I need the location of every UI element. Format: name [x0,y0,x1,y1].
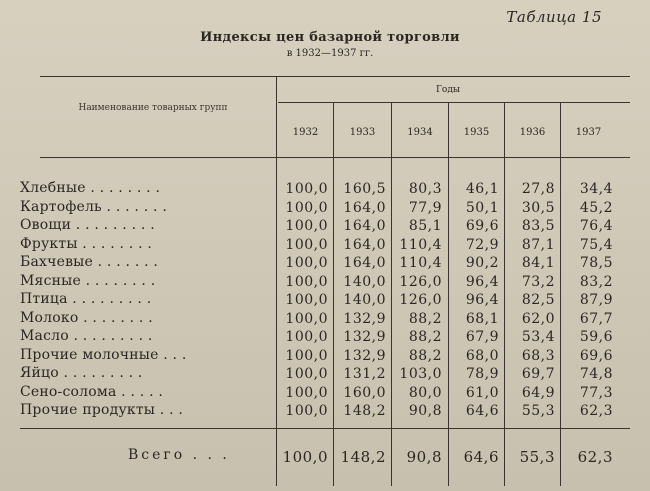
table-cell: 164,0 [343,218,386,234]
row-label: Овощи . . . . . . . . . [20,217,155,233]
table-cell: 67,7 [579,310,613,327]
table-cell: 164,0 [343,255,386,271]
table-cell: 100,0 [285,384,328,401]
table-cell: 69,6 [465,218,499,234]
table-cell: 74,8 [579,366,613,382]
table-cell: 100,0 [285,218,328,234]
table-cell: 83,5 [521,218,555,234]
table-cell: 100,0 [285,347,328,364]
total-1933: 148,2 [340,448,386,466]
table-cell: 77,9 [408,199,442,216]
row-label: Хлебные . . . . . . . . [20,180,161,196]
table-cell: 78,9 [465,366,499,382]
table-cell: 131,2 [343,366,386,382]
table-cell: 103,0 [399,366,442,382]
table-cell: 68,3 [521,347,555,364]
table-cell: 67,9 [465,329,499,345]
table-cell: 83,2 [579,273,613,290]
year-header-1935: 1935 [463,127,490,138]
table-cell: 132,9 [343,310,386,327]
table-cell: 100,0 [285,292,328,308]
table-cell: 80,3 [408,181,442,197]
table-cell: 126,0 [399,292,442,308]
table-cell: 90,2 [465,255,499,271]
table-cell: 96,4 [465,273,499,290]
row-label: Молоко . . . . . . . . [20,309,153,326]
total-1937: 62,3 [577,448,613,466]
table-cell: 45,2 [579,199,613,216]
year-header-1937: 1937 [575,127,602,138]
table-cell: 30,5 [521,199,555,216]
table-cell: 126,0 [399,273,442,290]
row-label: Масло . . . . . . . . . [20,328,153,344]
total-1934: 90,8 [406,448,442,466]
table-cell: 46,1 [465,181,499,197]
row-label: Картофель . . . . . . . [20,198,167,215]
table-cell: 76,4 [579,218,613,234]
table-cell: 140,0 [343,273,386,290]
table-cell: 100,0 [285,236,328,253]
total-1932: 100,0 [282,448,328,466]
table-cell: 100,0 [285,366,328,382]
table-cell: 160,0 [343,384,386,401]
table-cell: 82,5 [521,292,555,308]
table-cell: 61,0 [465,384,499,401]
table-cell: 64,6 [465,403,499,419]
table-cell: 164,0 [343,236,386,253]
table-cell: 100,0 [285,199,328,216]
total-1936: 55,3 [519,448,555,466]
table-cell: 68,1 [465,310,499,327]
table-number: Таблица 15 [506,8,602,26]
table-cell: 110,4 [399,255,442,271]
row-label: Бахчевые . . . . . . . [20,254,159,270]
table-cell: 100,0 [285,403,328,419]
table-cell: 69,6 [579,347,613,364]
table-cell: 27,8 [521,181,555,197]
table-cell: 100,0 [285,310,328,327]
year-header-1932: 1932 [292,127,319,138]
years-header: Годы [435,85,461,95]
row-label: Фрукты . . . . . . . . [20,235,153,252]
table-cell: 87,9 [579,292,613,308]
row-label: Сено-солома . . . . . [20,383,164,400]
total-1935: 64,6 [463,448,499,466]
table-cell: 78,5 [579,255,613,271]
table-cell: 55,3 [521,403,555,419]
table-cell: 100,0 [285,329,328,345]
table-cell: 72,9 [465,236,499,253]
table-cell: 53,4 [521,329,555,345]
row-label: Прочие молочные . . . [20,346,187,363]
table-cell: 88,2 [408,329,442,345]
table-cell: 62,0 [521,310,555,327]
table-cell: 100,0 [285,273,328,290]
table-cell: 132,9 [343,329,386,345]
row-label: Прочие продукты . . . [20,402,184,418]
table-cell: 69,7 [521,366,555,382]
table-cell: 50,1 [465,199,499,216]
table-cell: 80,0 [408,384,442,401]
table-cell: 68,0 [465,347,499,364]
table-cell: 140,0 [343,292,386,308]
col-divider-0 [276,76,277,486]
year-header-1936: 1936 [519,127,546,138]
table-cell: 75,4 [579,236,613,253]
table-cell: 160,5 [343,181,386,197]
table-cell: 62,3 [579,403,613,419]
table-subtitle: в 1932—1937 гг. [286,48,374,59]
total-label: Всего . . . [128,447,230,463]
table-cell: 88,2 [408,310,442,327]
table-cell: 100,0 [285,181,328,197]
year-header-1933: 1933 [349,127,376,138]
years-rule [278,102,630,103]
table-cell: 77,3 [579,384,613,401]
row-label: Мясные . . . . . . . . [20,272,156,289]
table-cell: 64,9 [521,384,555,401]
table-cell: 132,9 [343,347,386,364]
header-bottom-rule [40,157,630,158]
table-cell: 96,4 [465,292,499,308]
table-cell: 84,1 [521,255,555,271]
table-cell: 110,4 [399,236,442,253]
table-cell: 87,1 [521,236,555,253]
year-header-1934: 1934 [407,127,433,138]
table-cell: 148,2 [343,403,386,419]
header-top-rule [40,76,630,77]
table-cell: 100,0 [285,255,328,271]
table-cell: 88,2 [408,347,442,364]
table-cell: 73,2 [521,273,555,290]
table-cell: 164,0 [343,199,386,216]
table-cell: 85,1 [408,218,442,234]
table-cell: 59,6 [579,329,613,345]
table-title: Индексы цен базарной торговли [200,30,460,45]
row-label: Яйцо . . . . . . . . . [20,365,143,381]
name-column-header: Наименование товарных групп [78,103,228,113]
table-cell: 34,4 [579,181,613,197]
row-label: Птица . . . . . . . . . [20,291,152,307]
total-rule [20,428,630,429]
table-cell: 90,8 [408,403,442,419]
